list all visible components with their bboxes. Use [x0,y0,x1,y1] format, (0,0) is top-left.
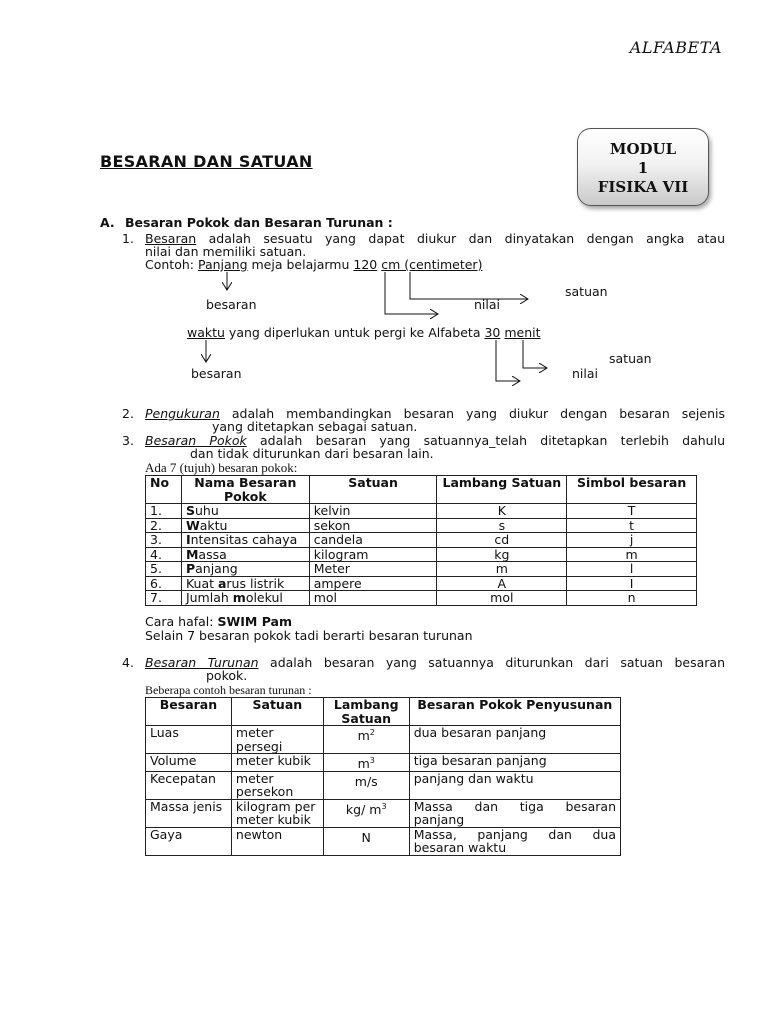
cell-besaran: Massa jenis [146,799,232,827]
table-2-caption: Beberapa contoh besaran turunan : [145,683,312,697]
nama-initial: W [185,517,200,533]
lambang-exponent: 3 [369,756,375,765]
cell-satuan: meter kubik [231,754,323,772]
table-1-header-lambang: Lambang Satuan [437,476,567,504]
example-1-prefix: Contoh: [145,257,198,272]
nama-initial: S [185,503,195,518]
lambang-base: m [357,728,370,744]
lambang-base: m [357,756,370,772]
table-2-header-row [146,698,621,726]
table-1-header-nama: Nama Besaran Pokok [181,476,309,504]
nama-rest: assa [198,546,227,562]
table-2-header-pokok: Besaran Pokok Penyusunan [409,698,620,726]
table-row [146,562,697,577]
lambang-base: N [361,829,371,845]
cell-lambang: s [437,518,567,533]
point-1-line-2: nilai dan memiliki satuan. [145,244,307,259]
lambang-exponent: 2 [369,728,375,737]
example-1-mid: meja belajarmu [247,257,354,272]
cell-lambang [323,799,409,827]
cell-simbol: T [567,504,697,519]
point-2-line-2: yang ditetapkan sebagai satuan. [212,419,418,434]
diagram-2-nilai-label: nilai [572,366,599,381]
nama-rest: ntensitas cahaya [190,532,298,547]
table-row [146,754,621,772]
table-row [146,547,697,562]
cell-simbol: n [567,591,697,606]
diagram-1-besaran-label: besaran [206,297,257,312]
table-1-header-satuan: Satuan [309,476,437,504]
nama-rest: aktu [199,517,228,533]
arrow-2-nilai [496,340,520,381]
cell-pokok: panjang dan waktu [409,771,620,799]
nama-initial: I [185,532,191,547]
table-2-header-lambang: Lambang Satuan [323,698,409,726]
point-3-line-2: dan tidak diturunkan dari besaran lain. [190,446,434,461]
selain-note: Selain 7 besaran pokok tadi berarti besaran turunan [145,628,473,643]
table-row [146,533,697,548]
cell-no: 7. [146,591,182,606]
cell-satuan: Meter [309,562,437,577]
example-1-unit: cm (centimeter) [381,257,483,272]
cell-nama [181,562,309,577]
cell-simbol: m [567,547,697,562]
table-besaran-pokok [145,475,697,606]
point-2-number: 2. [122,406,134,421]
cell-satuan: meter persekon [231,771,323,799]
point-4-line-1-rest: adalah besaran yang satuannya diturunkan dari satuan besaran [258,655,725,670]
cell-nama [181,533,309,548]
badge-line-2: 1 [637,159,649,177]
diagram-2-besaran-label: besaran [191,366,242,381]
point-4-number: 4. [122,655,134,670]
header-title: ALFABETA [629,38,722,57]
point-3-number: 3. [122,433,134,448]
nama-prefix: Kuat [185,575,218,591]
cell-satuan: newton [231,827,323,855]
cara-hafal-value: SWIM Pam [217,614,292,629]
nama-initial: M [185,546,199,562]
cell-nama [181,518,309,533]
cell-simbol: l [567,562,697,577]
cara-hafal-prefix: Cara hafal: [145,614,218,629]
lambang-base: kg/ m [345,801,382,817]
cell-satuan: mol [309,591,437,606]
cell-lambang: mol [437,591,567,606]
table-row [146,504,697,519]
cell-satuan: kilogram [309,547,437,562]
table-2-header-besaran: Besaran [146,698,232,726]
cell-lambang [323,754,409,772]
cell-pokok: dua besaran panjang [409,726,620,754]
cell-satuan: kelvin [309,504,437,519]
cell-pokok: tiga besaran panjang [409,754,620,772]
cell-lambang: cd [437,533,567,548]
point-1-number: 1. [122,231,134,246]
cell-satuan: sekon [309,518,437,533]
example-2-number: 30 [484,325,501,340]
cell-besaran: Kecepatan [146,771,232,799]
point-3-line-1-rest: adalah besaran yang satuannya_telah ditetapkan terlebih dahulu [246,433,725,448]
page-title: BESARAN DAN SATUAN [100,152,313,171]
table-1-header-simbol: Simbol besaran [567,476,697,504]
nama-rest: anjang [195,561,238,576]
cell-satuan: candela [309,533,437,548]
cell-besaran: Volume [146,754,232,772]
cell-satuan: meter persegi [231,726,323,754]
cell-no: 3. [146,533,182,548]
diagram-1-nilai-label: nilai [474,297,501,312]
cara-hafal [145,614,292,629]
cell-nama [181,547,309,562]
cell-no: 5. [146,562,182,577]
cell-pokok: Massa, panjang dan dua besaran waktu [409,827,620,855]
cell-lambang: K [437,504,567,519]
example-1-word: Panjang [197,257,248,272]
cell-satuan: ampere [309,576,437,591]
table-1-header-row [146,476,697,504]
example-1-number: 120 [353,257,378,272]
point-2-line-1-rest: adalah membandingkan besaran yang diukur dengan besaran sejenis [219,406,725,421]
table-besaran-turunan [145,697,621,856]
cell-no: 4. [146,547,182,562]
nama-prefix: Jumlah [185,590,233,605]
table-row [146,518,697,533]
section-a-text: Besaran Pokok dan Besaran Turunan : [125,215,393,230]
cell-pokok: Massa dan tiga besaran panjang [409,799,620,827]
nama-rest: rus listrik [226,575,285,591]
diagram-1-satuan-label: satuan [565,284,608,299]
table-row [146,799,621,827]
arrow-1-satuan [410,272,528,299]
nama-rest: olekul [245,590,283,605]
cell-no: 2. [146,518,182,533]
term-besaran-pokok: Besaran Pokok [145,433,247,448]
table-row [146,591,697,606]
point-1-line-1-rest: adalah sesuatu yang dapat diukur dan dinyatakan dengan angka atau [196,231,725,246]
term-pengukuran: Pengukuran [145,406,220,421]
cell-nama [181,504,309,519]
cell-lambang [323,771,409,799]
nama-rest: uhu [194,503,219,518]
table-row [146,576,697,591]
term-besaran-turunan: Besaran Turunan [145,655,259,670]
example-2-unit: menit [504,325,541,340]
cell-nama [181,576,309,591]
section-a-prefix: A. [100,215,115,230]
diagram-2-satuan-label: satuan [609,351,652,366]
cell-besaran: Luas [146,726,232,754]
table-1-caption: Ada 7 (tujuh) besaran pokok: [145,460,298,475]
lambang-base: m/s [354,773,378,789]
cell-lambang [323,827,409,855]
table-row [146,726,621,754]
nama-initial: P [185,561,196,576]
cell-nama [181,591,309,606]
nama-initial: a [217,575,227,591]
badge-line-1: MODUL [609,140,677,158]
cell-satuan: kilogram per meter kubik [231,799,323,827]
nama-initial: m [232,590,246,605]
cell-lambang: m [437,562,567,577]
cell-simbol: t [567,518,697,533]
badge-line-3: FISIKA VII [597,178,689,196]
cell-no: 1. [146,504,182,519]
term-besaran: Besaran [145,231,197,246]
cell-simbol: j [567,533,697,548]
table-row [146,771,621,799]
table-2-header-satuan: Satuan [231,698,323,726]
cell-lambang: kg [437,547,567,562]
table-1-header-no: No [146,476,182,504]
arrow-1-nilai [385,272,438,314]
arrow-2-satuan [523,340,547,368]
lambang-exponent: 3 [381,801,387,811]
cell-lambang: A [437,576,567,591]
example-2-word: waktu [187,325,225,340]
cell-simbol: I [567,576,697,591]
example-2-mid: yang diperlukan untuk pergi ke Alfabeta [224,325,485,340]
cell-no: 6. [146,576,182,591]
cell-lambang [323,726,409,754]
cell-besaran: Gaya [146,827,232,855]
table-row [146,827,621,855]
point-4-line-2: pokok. [206,668,248,683]
